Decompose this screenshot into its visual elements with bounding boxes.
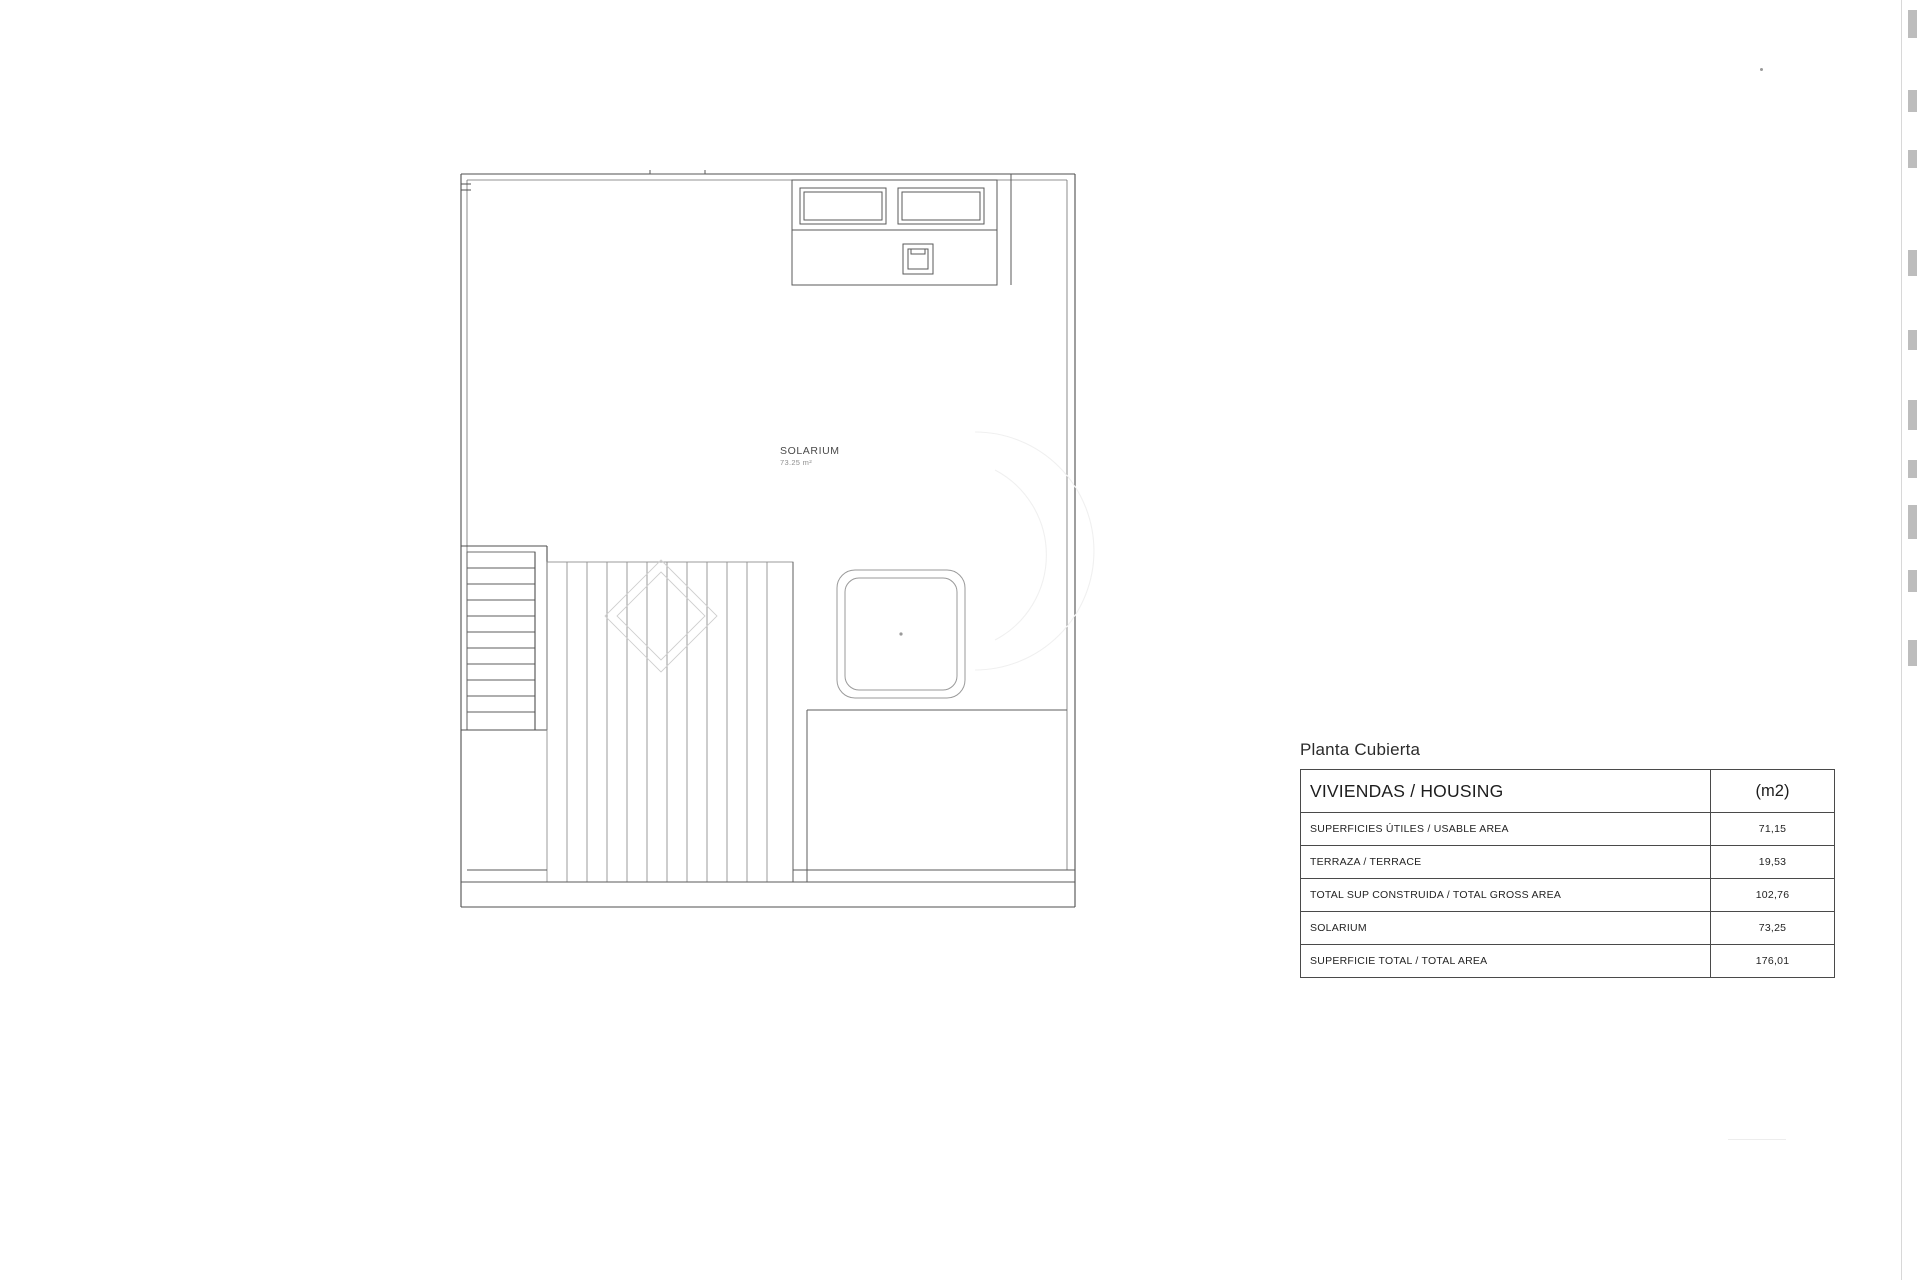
faint-guide-line — [1728, 1139, 1786, 1140]
floor-plan-drawing — [455, 170, 1095, 930]
edge-tick — [1908, 90, 1917, 112]
table-row — [1301, 945, 1835, 978]
edge-tick — [1908, 400, 1917, 430]
edge-tick — [1908, 505, 1917, 539]
table-header-row — [1301, 770, 1835, 813]
edge-tick — [1908, 570, 1917, 592]
registration-dot — [1760, 68, 1763, 71]
row-value-total-area: 176,01 — [1711, 945, 1835, 978]
row-value-solarium: 73,25 — [1711, 912, 1835, 945]
row-label-solarium: SOLARIUM — [1301, 912, 1711, 945]
table-header-unit: (m2) — [1711, 770, 1835, 813]
table-row — [1301, 846, 1835, 879]
area-legend — [1300, 740, 1836, 978]
row-label-total-area: SUPERFICIE TOTAL / TOTAL AREA — [1301, 945, 1711, 978]
row-label-gross-area: TOTAL SUP CONSTRUIDA / TOTAL GROSS AREA — [1301, 879, 1711, 912]
edge-tick — [1908, 640, 1917, 666]
edge-tick — [1908, 330, 1917, 350]
row-value-usable-area: 71,15 — [1711, 813, 1835, 846]
row-value-terrace: 19,53 — [1711, 846, 1835, 879]
room-name-label: SOLARIUM — [780, 445, 840, 457]
edge-tick — [1908, 150, 1917, 168]
table-row — [1301, 912, 1835, 945]
area-table — [1300, 769, 1835, 978]
row-label-terrace: TERRAZA / TERRACE — [1301, 846, 1711, 879]
edge-tick — [1908, 10, 1917, 38]
row-label-usable-area: SUPERFICIES ÚTILES / USABLE AREA — [1301, 813, 1711, 846]
page-edge-strip — [1901, 0, 1920, 1280]
edge-tick — [1908, 460, 1917, 478]
edge-tick — [1908, 250, 1917, 276]
table-header-category: VIVIENDAS / HOUSING — [1301, 770, 1711, 813]
table-row — [1301, 879, 1835, 912]
room-label-group — [780, 445, 840, 467]
room-area-label: 73.25 m² — [780, 458, 812, 467]
row-value-gross-area: 102,76 — [1711, 879, 1835, 912]
legend-title: Planta Cubierta — [1300, 740, 1421, 759]
table-row — [1301, 813, 1835, 846]
